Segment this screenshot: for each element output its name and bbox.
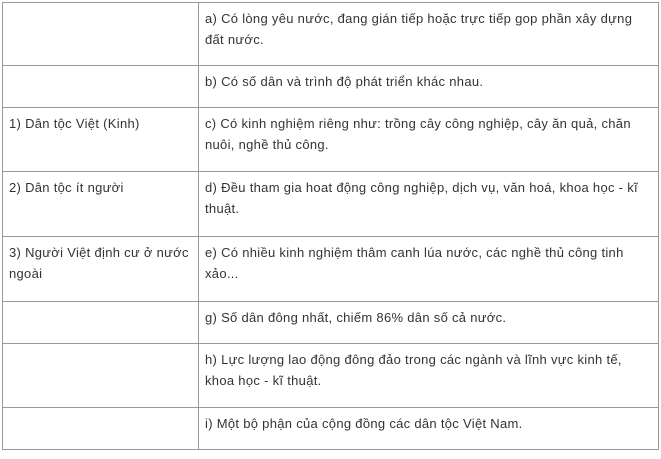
- table-row: [3, 408, 659, 450]
- group-cell: [3, 66, 199, 108]
- group-cell: [3, 3, 199, 66]
- group-cell: [3, 344, 199, 408]
- group-cell: [3, 408, 199, 450]
- table-row: [3, 66, 659, 108]
- feature-cell: a) Có lòng yêu nước, đang gián tiếp hoặc trực tiếp gop phần xây dựng đất nước.: [199, 3, 659, 66]
- feature-cell: d) Đều tham gia hoat động công nghiệp, dịch vụ, văn hoá, khoa học - kĩ thuật.: [199, 172, 659, 237]
- group-cell: 1) Dân tộc Việt (Kinh): [3, 108, 199, 172]
- group-cell: 2) Dân tộc ít người: [3, 172, 199, 237]
- feature-cell: h) Lực lượng lao động đông đảo trong các ngành và lĩnh vực kinh tế, khoa học - kĩ thuật.: [199, 344, 659, 408]
- table-row: [3, 3, 659, 66]
- feature-cell: i) Một bộ phận của cộng đồng các dân tộc Việt Nam.: [199, 408, 659, 450]
- table-row: [3, 108, 659, 172]
- table-row: [3, 237, 659, 302]
- matching-table: [2, 2, 659, 450]
- feature-cell: c) Có kinh nghiệm riêng như: trồng cây công nghiệp, cây ăn quả, chăn nuôi, nghề thủ công.: [199, 108, 659, 172]
- table-row: [3, 172, 659, 237]
- table-row: [3, 344, 659, 408]
- group-cell: [3, 302, 199, 344]
- feature-cell: e) Có nhiều kinh nghiệm thâm canh lúa nước, các nghề thủ công tinh xảo...: [199, 237, 659, 302]
- table-row: [3, 302, 659, 344]
- feature-cell: b) Có số dân và trình độ phát triển khác nhau.: [199, 66, 659, 108]
- group-cell: 3) Người Việt định cư ở nước ngoài: [3, 237, 199, 302]
- feature-cell: g) Số dân đông nhất, chiếm 86% dân số cả nước.: [199, 302, 659, 344]
